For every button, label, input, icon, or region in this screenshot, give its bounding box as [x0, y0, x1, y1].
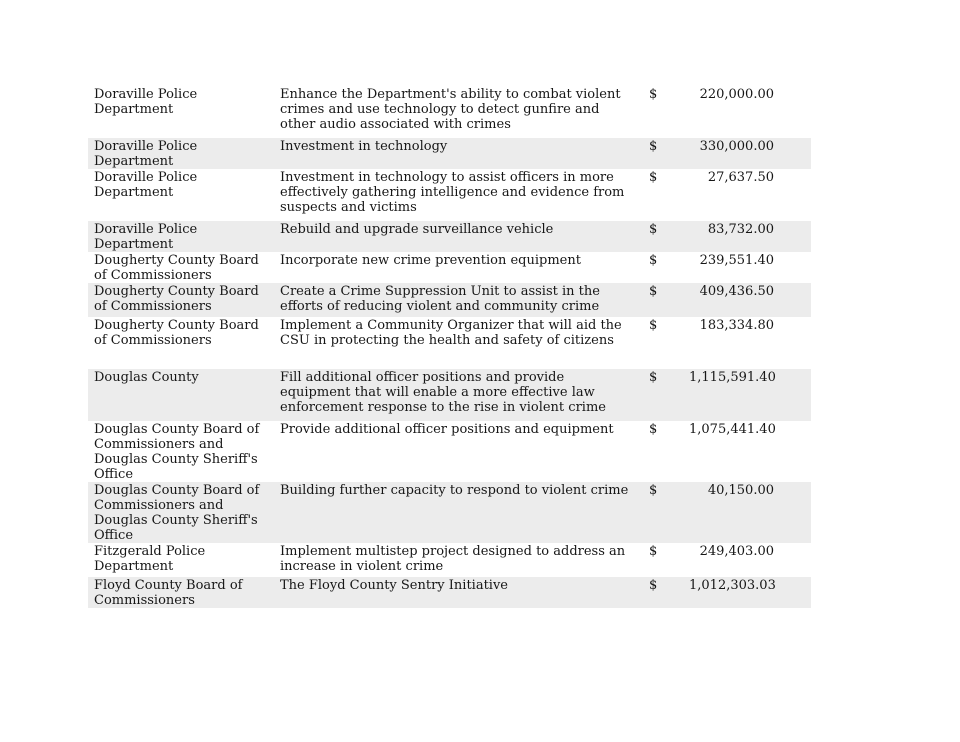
- currency-symbol: $: [649, 483, 658, 498]
- currency-cell: [640, 577, 689, 608]
- currency-cell: [640, 317, 689, 369]
- amount-cell: [689, 482, 811, 543]
- amount-cell: [689, 221, 811, 252]
- agency-name: Floyd County Board of Commissioners: [94, 578, 243, 608]
- table-row: [88, 369, 811, 421]
- currency-symbol: $: [649, 544, 658, 559]
- purpose-cell: [274, 283, 640, 317]
- currency-symbol: $: [649, 318, 658, 333]
- table-row: [88, 138, 811, 169]
- grant-purpose: Investment in technology: [280, 139, 448, 154]
- currency-symbol: $: [649, 87, 658, 102]
- grant-amount: 40,150.00: [707, 483, 774, 498]
- agency-name: Douglas County Board of Commissioners and Douglas County Sheriff's Office: [94, 483, 260, 543]
- agency-cell: [88, 138, 274, 169]
- agency-name: Doraville Police Department: [94, 87, 198, 117]
- amount-cell: [689, 283, 811, 317]
- amount-cell: [689, 138, 811, 169]
- currency-cell: [640, 283, 689, 317]
- grant-amount: 1,075,441.40: [689, 422, 776, 437]
- purpose-cell: [274, 421, 640, 482]
- purpose-cell: [274, 482, 640, 543]
- currency-cell: [640, 252, 689, 283]
- agency-name: Dougherty County Board of Commissioners: [94, 318, 259, 348]
- amount-cell: [689, 252, 811, 283]
- table-row: [88, 86, 811, 138]
- agency-cell: [88, 86, 274, 138]
- agency-cell: [88, 543, 274, 577]
- agency-cell: [88, 482, 274, 543]
- agency-name: Dougherty County Board of Commissioners: [94, 253, 259, 283]
- grant-purpose: Create a Crime Suppression Unit to assist in the efforts of reducing violent and community crime: [280, 284, 600, 314]
- currency-cell: [640, 221, 689, 252]
- grant-purpose: Building further capacity to respond to violent crime: [280, 483, 629, 498]
- amount-cell: [689, 86, 811, 138]
- currency-symbol: $: [649, 370, 658, 385]
- grant-amount: 1,012,303.03: [689, 578, 776, 593]
- table-row: [88, 221, 811, 252]
- currency-symbol: $: [649, 139, 658, 154]
- table-row: [88, 169, 811, 221]
- grant-amount: 330,000.00: [699, 139, 774, 154]
- agency-name: Doraville Police Department: [94, 170, 198, 200]
- grant-amount: 1,115,591.40: [689, 370, 776, 385]
- table-row: [88, 421, 811, 482]
- table-row: [88, 317, 811, 369]
- currency-symbol: $: [649, 253, 658, 268]
- grant-amount: 83,732.00: [707, 222, 774, 237]
- currency-symbol: $: [649, 284, 658, 299]
- amount-cell: [689, 543, 811, 577]
- grant-amount: 220,000.00: [699, 87, 774, 102]
- agency-name: Doraville Police Department: [94, 222, 198, 252]
- purpose-cell: [274, 317, 640, 369]
- currency-cell: [640, 421, 689, 482]
- currency-cell: [640, 369, 689, 421]
- grant-amount: 409,436.50: [699, 284, 774, 299]
- amount-cell: [689, 169, 811, 221]
- grant-amount: 239,551.40: [699, 253, 774, 268]
- agency-name: Fitzgerald Police Department: [94, 544, 206, 574]
- amount-cell: [689, 577, 811, 608]
- amount-cell: [689, 317, 811, 369]
- grant-purpose: Rebuild and upgrade surveillance vehicle: [280, 222, 554, 237]
- agency-cell: [88, 577, 274, 608]
- agency-name: Douglas County: [94, 370, 199, 385]
- grants-table: [88, 86, 811, 608]
- agency-cell: [88, 252, 274, 283]
- purpose-cell: [274, 369, 640, 421]
- purpose-cell: [274, 86, 640, 138]
- agency-cell: [88, 221, 274, 252]
- currency-cell: [640, 169, 689, 221]
- purpose-cell: [274, 138, 640, 169]
- agency-name: Douglas County Board of Commissioners and Douglas County Sheriff's Office: [94, 422, 260, 482]
- purpose-cell: [274, 169, 640, 221]
- agency-cell: [88, 283, 274, 317]
- grant-purpose: The Floyd County Sentry Initiative: [280, 578, 508, 593]
- agency-cell: [88, 169, 274, 221]
- table-row: [88, 577, 811, 608]
- purpose-cell: [274, 543, 640, 577]
- grant-purpose: Investment in technology to assist officers in more effectively gathering intelligence and evidence from suspects and victims: [280, 170, 625, 215]
- currency-cell: [640, 86, 689, 138]
- table-row: [88, 283, 811, 317]
- currency-cell: [640, 543, 689, 577]
- grant-purpose: Enhance the Department's ability to combat violent crimes and use technology to detect gunfire and other audio associated with crimes: [280, 87, 621, 132]
- agency-name: Dougherty County Board of Commissioners: [94, 284, 259, 314]
- grant-purpose: Implement multistep project designed to address an increase in violent crime: [280, 544, 626, 574]
- amount-cell: [689, 369, 811, 421]
- grant-purpose: Fill additional officer positions and provide equipment that will enable a more effective law enforcement response to the rise in violent crime: [280, 370, 606, 415]
- grant-purpose: Provide additional officer positions and equipment: [280, 422, 614, 437]
- grant-purpose: Implement a Community Organizer that will aid the CSU in protecting the health and safety of citizens: [280, 318, 622, 348]
- currency-symbol: $: [649, 170, 658, 185]
- grant-amount: 183,334.80: [699, 318, 774, 333]
- purpose-cell: [274, 252, 640, 283]
- grant-amount: 249,403.00: [699, 544, 774, 559]
- purpose-cell: [274, 221, 640, 252]
- currency-symbol: $: [649, 578, 658, 593]
- table-row: [88, 482, 811, 543]
- currency-cell: [640, 138, 689, 169]
- grant-purpose: Incorporate new crime prevention equipment: [280, 253, 581, 268]
- amount-cell: [689, 421, 811, 482]
- agency-name: Doraville Police Department: [94, 139, 198, 169]
- purpose-cell: [274, 577, 640, 608]
- table-row: [88, 543, 811, 577]
- grant-amount: 27,637.50: [707, 170, 774, 185]
- table-row: [88, 252, 811, 283]
- currency-symbol: $: [649, 222, 658, 237]
- agency-cell: [88, 317, 274, 369]
- agency-cell: [88, 369, 274, 421]
- agency-cell: [88, 421, 274, 482]
- currency-cell: [640, 482, 689, 543]
- currency-symbol: $: [649, 422, 658, 437]
